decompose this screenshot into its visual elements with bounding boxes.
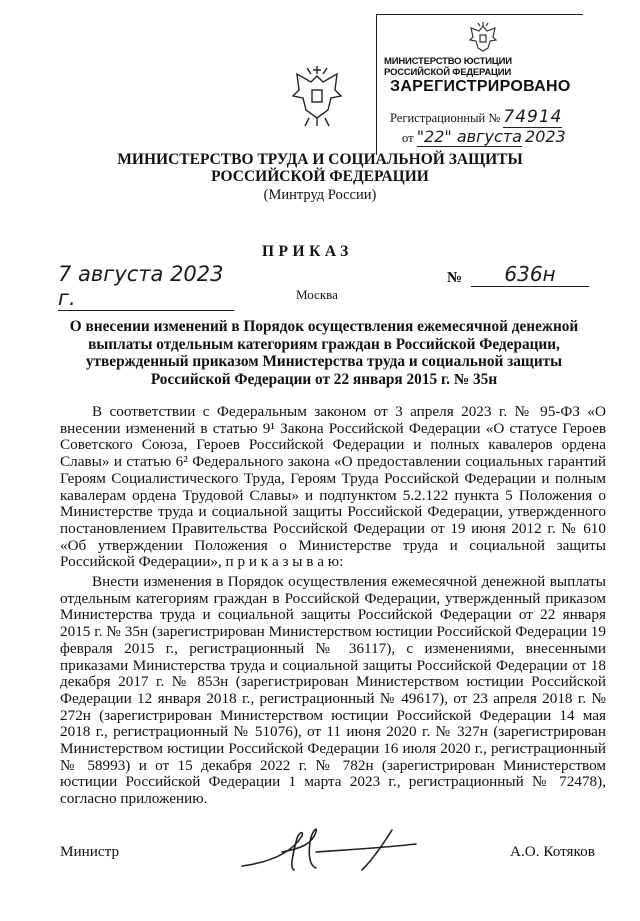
stamp-registration-number: 74914 <box>503 107 563 127</box>
signatory-position: Министр <box>60 843 120 860</box>
document-title: О внесении изменений в Порядок осуществления ежемесячной денежной выплаты отдельным категориям граждан в Российской Федерации, утвержденный приказом Министерства труда и социальной защиты Российской Федерации от 22 января 2015 г. № 35н <box>69 318 579 388</box>
paragraph-order: Внести изменения в Порядок осуществления ежемесячной денежной выплаты отдельным категориям граждан в Российской Федерации, утвержденный приказом Министерства труда и социальной защиты Российской Федерации от 22 января 2015 г. № 35н (зарегистрирован Министерством юстиции Российской Федерации 19 февраля 2015 г., регистрационный № 36117), с изменениями, внесенными приказами Министерства труда и социальной защиты Российской Федерации от 18 декабря 2017 г. № 853н (зарегистрирован Министерством юстиции Российской Федерации 12 января 2018 г., регистрационный № 49617), от 23 апреля 2018 г. № 272н (зарегистрирован Министерством юстиции Российской Федерации 14 мая 2018 г., регистрационный № 51076), от 11 июня 2020 г. № 327н (зарегистрирован Министерством юстиции Российской Федерации 16 июля 2020 г., регистрационный № 58993) и от 15 декабря 2022 г. № 782н (зарегистрирован Министерством юстиции Российской Федерации 1 марта 2023 г., регистрационный № 72478), согласно приложению. <box>60 573 606 808</box>
stamp-emblem-icon <box>466 22 500 59</box>
stamp-ministry-name: МИНИСТЕРСТВО ЮСТИЦИИ РОССИЙСКОЙ ФЕДЕРАЦИИ <box>384 56 512 78</box>
ministry-name-line1: МИНИСТЕРСТВО ТРУДА И СОЦИАЛЬНОЙ ЗАЩИТЫ <box>117 151 523 168</box>
paragraph-basis: В соответствии с Федеральным законом от 3 апреля 2023 г. № 95-ФЗ «О внесении изменений в статью 9¹ Закона Российской Федерации «О статусе Героев Советского Союза, Героев Российской Федерации и полных кавалеров ордена Славы» и статью 6² Федерального закона «О предоставлении социальных гарантий Героям Социалистического Труда, Героям Труда Российской Федерации и полным кавалерам ордена Трудовой Славы» и подпунктом 5.2.122 пункта 5 Положения о Министерстве труда и социальной защиты Российской Федерации, утвержденного постановлением Правительства Российской Федерации от 19 июня 2012 г. № 610 «Об утверждении Положения о Министерстве труда и социальной защиты Российской Федерации», п р и к а з ы в а ю: <box>60 403 606 571</box>
stamp-date-handwritten: "22" августа <box>416 127 522 146</box>
stamp-registration-label: Регистрационный № <box>390 111 501 125</box>
coat-of-arms-icon <box>287 66 347 133</box>
ministry-name-line2: РОССИЙСКОЙ ФЕДЕРАЦИИ <box>211 168 429 185</box>
stamp-registered-label: ЗАРЕГИСТРИРОВАНО <box>390 78 571 95</box>
stamp-registration-row <box>390 107 562 128</box>
order-date: 7 августа 2023 г. <box>58 262 234 311</box>
order-title: ПРИКАЗ <box>262 243 353 260</box>
order-number: 636н <box>471 262 589 287</box>
order-city: Москва <box>296 287 338 302</box>
stamp-date-row <box>402 127 566 147</box>
stamp-year: 2023 <box>525 127 566 146</box>
handwritten-signature <box>232 822 422 883</box>
ministry-short-name: (Минтруд России) <box>263 187 377 203</box>
ministry-name <box>90 151 550 185</box>
stamp-date-prefix: от <box>402 131 414 145</box>
order-number-label: № <box>447 270 463 286</box>
signatory-name: А.О. Котяков <box>510 843 595 860</box>
